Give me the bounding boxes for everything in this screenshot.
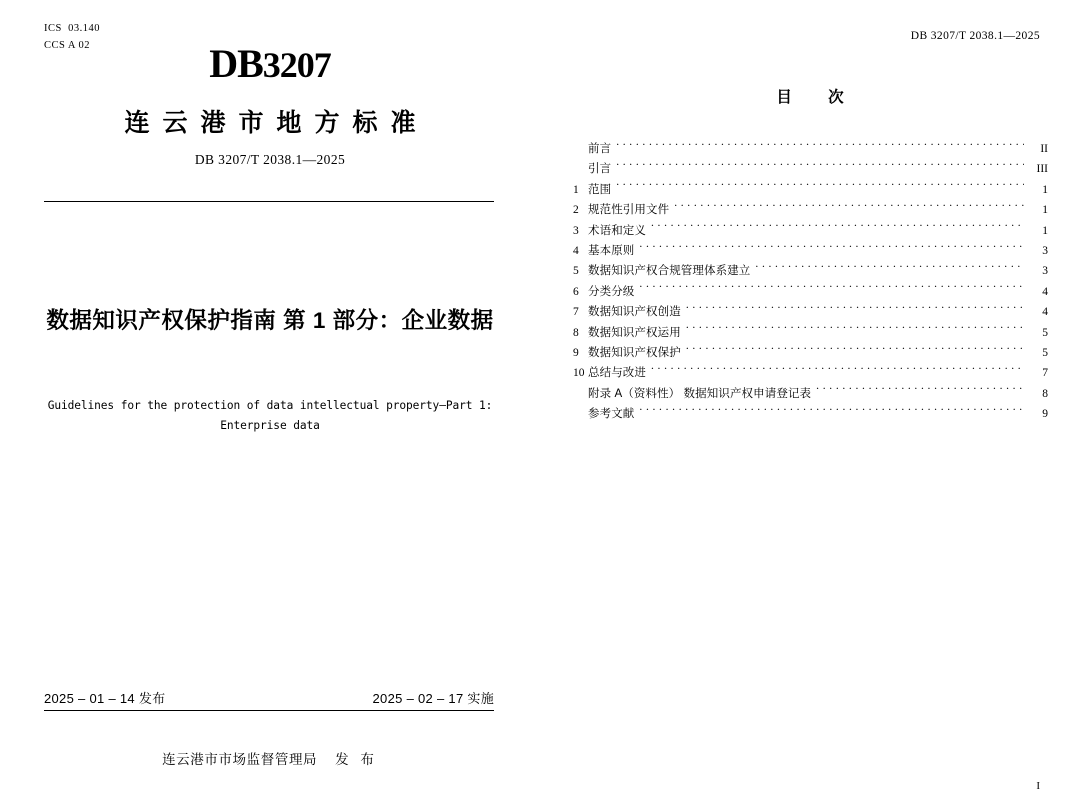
- toc-leader-dots: [674, 199, 1024, 213]
- toc-entry-page: 1: [1042, 204, 1048, 217]
- toc-entry[interactable]: [573, 260, 1048, 280]
- toc-leader-dots: [755, 260, 1024, 274]
- toc-entry[interactable]: [573, 281, 1048, 301]
- toc-entry-label: 范围: [588, 183, 612, 196]
- toc-entry-label: 数据知识产权创造: [588, 306, 681, 319]
- toc-leader-dots: [686, 322, 1024, 336]
- toc-entry-number: 2: [573, 204, 579, 217]
- toc-list: [573, 138, 1048, 423]
- toc-entry[interactable]: [573, 138, 1048, 158]
- document-title-cn: 数据知识产权保护指南 第 1 部分：企业数据: [46, 308, 494, 333]
- toc-leader-dots: [651, 220, 1024, 234]
- toc-title: 目 次: [776, 89, 860, 106]
- toc-entry-number: 3: [573, 224, 579, 237]
- standard-type-title: 连云港市地方标准: [124, 109, 429, 137]
- toc-entry-number: 5: [573, 265, 579, 278]
- toc-entry[interactable]: [573, 403, 1048, 423]
- toc-entry-label: 数据知识产权保护: [588, 346, 681, 359]
- toc-entry[interactable]: [573, 342, 1048, 362]
- toc-leader-dots: [639, 403, 1024, 417]
- toc-entry-label: 引言: [588, 163, 612, 176]
- toc-entry-page: 1: [1042, 183, 1048, 196]
- toc-entry[interactable]: [573, 301, 1048, 321]
- toc-leader-dots: [639, 281, 1024, 295]
- toc-entry-page: 1: [1042, 224, 1048, 237]
- toc-entry-page: 4: [1042, 285, 1048, 298]
- toc-leader-dots: [686, 342, 1024, 356]
- toc-leader-dots: [616, 138, 1024, 152]
- document-title-en-line-1: Guidelines for the protection of data intellectual property—Part 1:: [47, 399, 493, 412]
- toc-entry-number: 8: [573, 326, 579, 339]
- toc-entry-page: 4: [1042, 306, 1048, 319]
- toc-entry-label: 总结与改进: [588, 367, 646, 380]
- page-folio: I: [1036, 780, 1040, 792]
- toc-entry-label: 附录 A（资料性） 数据知识产权申请登记表: [588, 387, 812, 400]
- ccs-line: CCS A 02: [44, 40, 91, 52]
- issuing-authority-verb: 发 布: [335, 752, 378, 767]
- toc-entry-number: 4: [573, 244, 579, 257]
- toc-leader-dots: [639, 240, 1024, 254]
- toc-entry[interactable]: [573, 158, 1048, 178]
- toc-entry-number: 10: [573, 367, 585, 380]
- toc-entry-label: 术语和定义: [588, 224, 646, 237]
- toc-entry-page: 8: [1042, 387, 1048, 400]
- issuing-authority: [42, 748, 498, 768]
- toc-page: [540, 0, 1080, 810]
- toc-entry[interactable]: [573, 199, 1048, 219]
- toc-entry-number: 7: [573, 306, 579, 319]
- issue-date: 2025 – 01 – 14 发布: [44, 691, 166, 706]
- toc-entry[interactable]: [573, 179, 1048, 199]
- implementation-date: 2025 – 02 – 17 实施: [372, 691, 494, 706]
- toc-entry-label: 参考文献: [588, 408, 635, 421]
- toc-entry-page: 5: [1042, 326, 1048, 339]
- toc-entry-page: 3: [1042, 265, 1048, 278]
- toc-entry-page: 7: [1042, 367, 1048, 380]
- toc-leader-dots: [816, 383, 1024, 397]
- toc-entry-label: 基本原则: [588, 244, 635, 257]
- toc-entry[interactable]: [573, 362, 1048, 382]
- ics-line: ICS 03.140: [44, 23, 100, 34]
- toc-entry-page: 9: [1042, 408, 1048, 421]
- standard-code: DB 3207/T 2038.1—2025: [194, 152, 346, 167]
- standard-series-number: [0, 40, 540, 87]
- toc-leader-dots: [616, 179, 1024, 193]
- cover-rule-top: [44, 201, 494, 202]
- toc-entry[interactable]: [573, 322, 1048, 342]
- toc-entry-page: 5: [1042, 346, 1048, 359]
- toc-entry-label: 规范性引用文件: [588, 204, 670, 217]
- document-title-en-line-2: Enterprise data: [220, 418, 320, 432]
- toc-leader-dots: [651, 362, 1024, 376]
- toc-entry[interactable]: [573, 240, 1048, 260]
- running-head: DB 3207/T 2038.1—2025: [910, 30, 1040, 42]
- toc-entry-page: III: [1036, 163, 1048, 176]
- toc-entry-label: 前言: [588, 143, 612, 155]
- toc-leader-dots: [686, 301, 1024, 315]
- toc-entry[interactable]: [573, 383, 1048, 403]
- db-number: 3207: [262, 45, 331, 85]
- toc-entry-page: 3: [1042, 244, 1048, 257]
- document-title-en: [42, 396, 498, 435]
- toc-entry[interactable]: [573, 220, 1048, 240]
- cover-dates-row: [44, 688, 494, 710]
- toc-entry-number: 6: [573, 285, 579, 298]
- toc-leader-dots: [616, 158, 1024, 172]
- cover-rule-bottom: [44, 710, 494, 711]
- db-prefix: DB: [209, 41, 263, 86]
- toc-entry-label: 数据知识产权运用: [588, 326, 681, 339]
- issuing-authority-name: 连云港市市场监督管理局: [162, 752, 318, 767]
- toc-entry-number: 9: [573, 346, 579, 359]
- toc-entry-label: 分类分级: [588, 285, 635, 298]
- toc-entry-number: 1: [573, 183, 579, 196]
- toc-entry-page: II: [1040, 143, 1048, 155]
- toc-entry-label: 数据知识产权合规管理体系建立: [588, 265, 751, 278]
